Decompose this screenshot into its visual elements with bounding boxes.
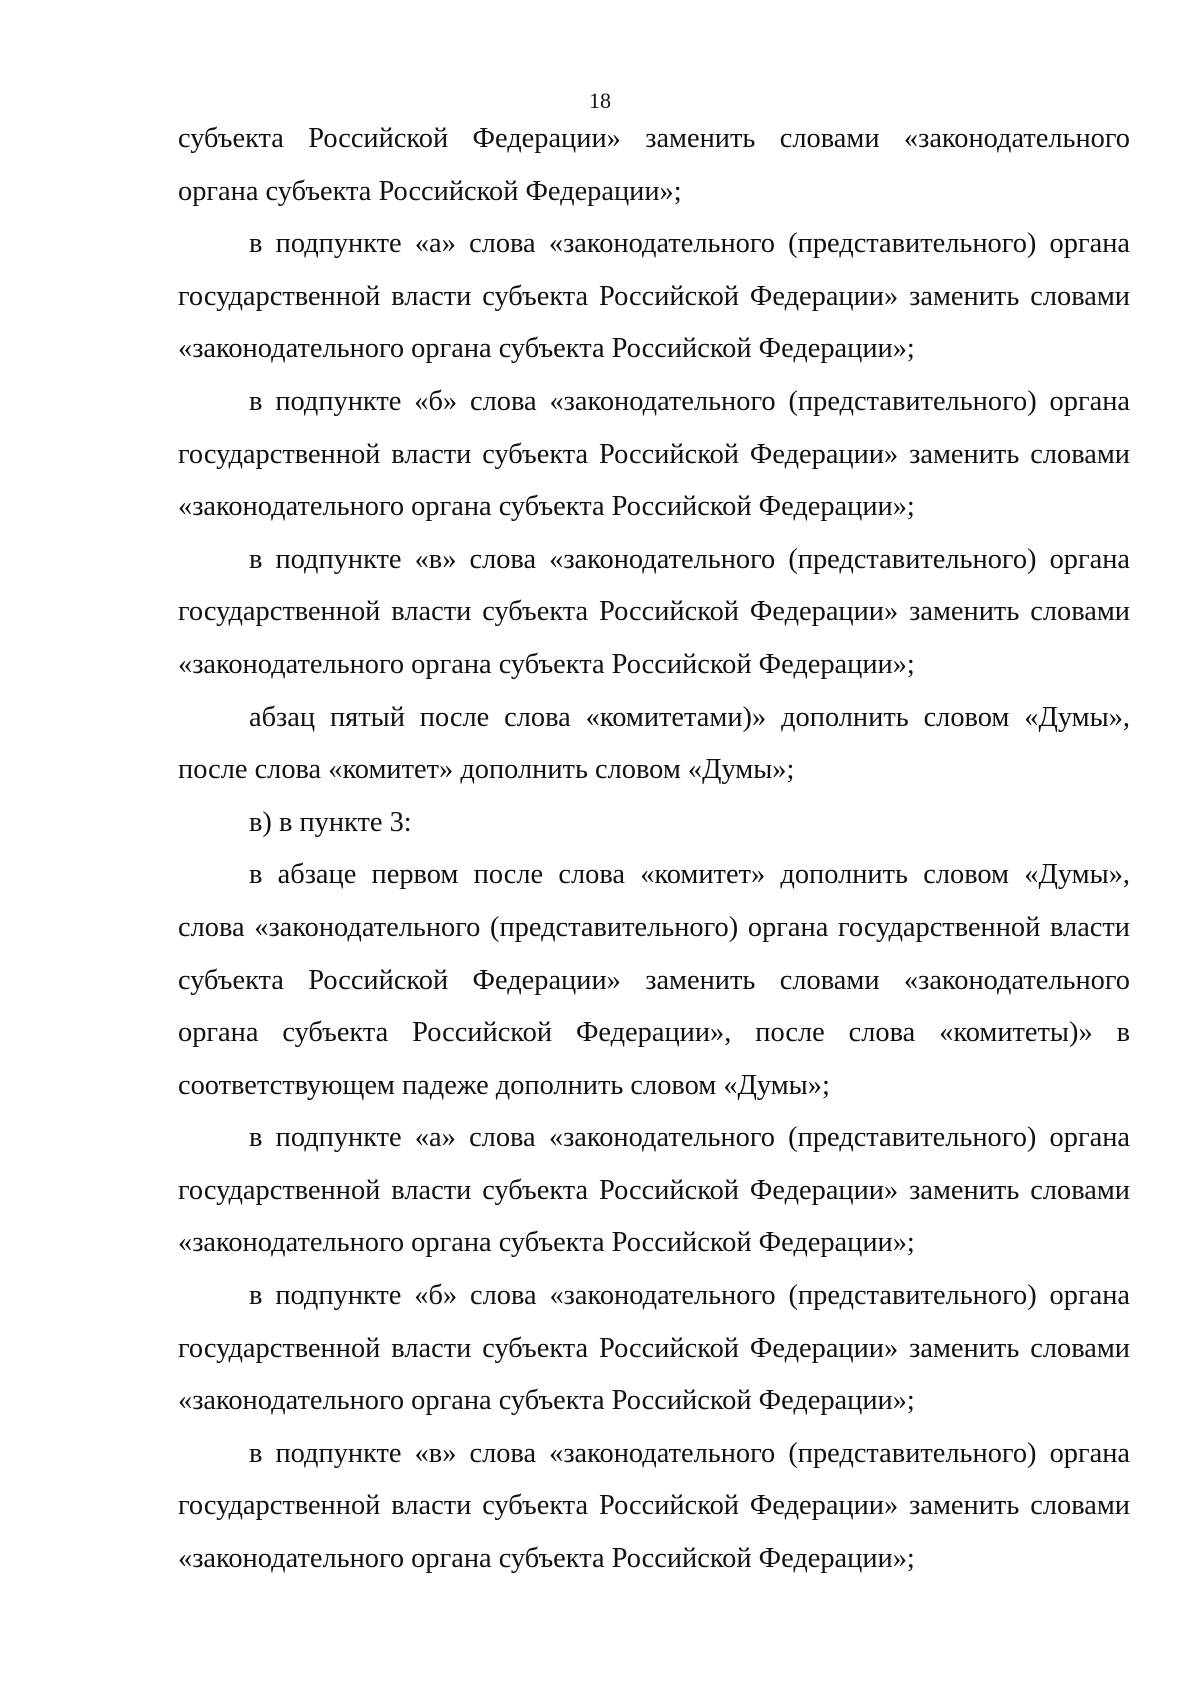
paragraph: в подпункте «б» слова «законодательного (представительного) органа государственной власти субъекта Российской Федерации» заменить словами «законодательного органа субъекта Российской Федерации»; (178, 1280, 1130, 1417)
paragraph: в абзаце первом после слова «комитет» дополнить словом «Думы», слова «законодательного (представительного) органа государственной власти субъекта Российской Федерации» заменить словами «законодательного органа субъекта Российской Федерации», после слова «комитеты)» в соответствующем падеже дополнить словом «Думы»; (178, 859, 1130, 1101)
paragraph: в подпункте «в» слова «законодательного (представительного) органа государственной власти субъекта Российской Федерации» заменить словами «законодательного органа субъекта Российской Федерации»; (178, 543, 1130, 680)
paragraph: в подпункте «а» слова «законодательного (представительного) органа государственной власти субъекта Российской Федерации» заменить словами «законодательного органа субъекта Российской Федерации»; (178, 228, 1130, 365)
paragraph: в подпункте «а» слова «законодательного (представительного) органа государственной власти субъекта Российской Федерации» заменить словами «законодательного органа субъекта Российской Федерации»; (178, 1122, 1130, 1259)
paragraph: в подпункте «в» слова «законодательного (представительного) органа государственной власти субъекта Российской Федерации» заменить словами «законодательного органа субъекта Российской Федерации»; (178, 1437, 1130, 1575)
document-body (178, 113, 1130, 1586)
paragraph: в подпункте «б» слова «законодательного (представительного) органа государственной власти субъекта Российской Федерации» заменить словами «законодательного органа субъекта Российской Федерации»; (178, 385, 1130, 523)
page-number: 18 (589, 88, 611, 113)
paragraph: субъекта Российской Федерации» заменить словами «законодательного органа субъекта Российской Федерации»; (178, 123, 1130, 207)
paragraph: в) в пункте 3: (249, 806, 412, 838)
paragraph: абзац пятый после слова «комитетами)» дополнить словом «Думы», после слова «комитет» дополнить словом «Думы»; (178, 701, 1130, 786)
